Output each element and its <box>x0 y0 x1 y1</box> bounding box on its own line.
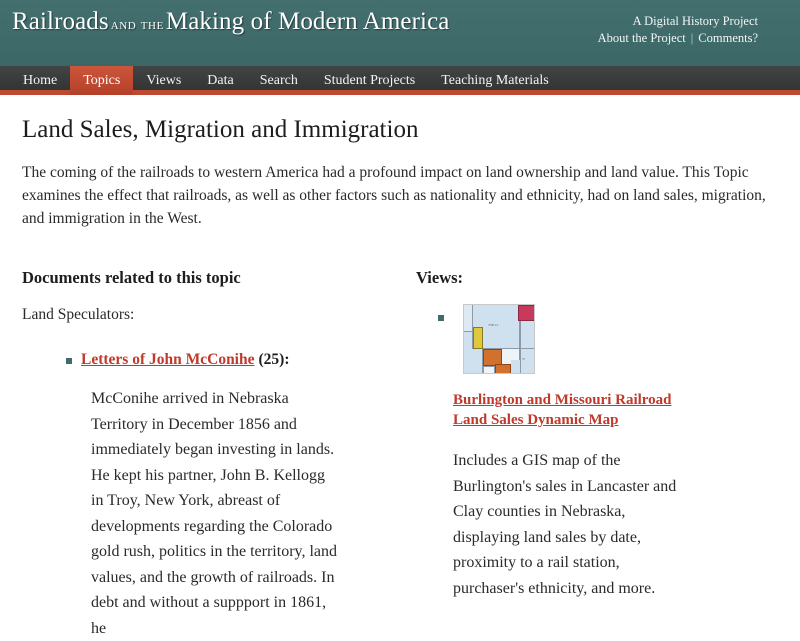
map-parcel-yellow <box>473 327 483 349</box>
comments-link[interactable]: Comments? <box>698 31 758 45</box>
masthead-right-block <box>598 13 758 47</box>
map-parcel <box>511 360 520 374</box>
nav-link-search[interactable]: Search <box>259 72 298 88</box>
nav-item-teaching-materials[interactable] <box>428 66 561 95</box>
masthead-links <box>598 30 758 47</box>
nav-item-data[interactable] <box>194 66 246 95</box>
page-title: Land Sales, Migration and Immigration <box>22 116 419 143</box>
document-count-badge: (25): <box>258 351 290 368</box>
map-parcel-crimson <box>518 305 535 321</box>
page-content <box>0 95 800 641</box>
document-description: McConihe arrived in Nebraska Territory in December 1856 and immediately began investing in lands. He kept his partner, John B. Kellogg in Troy, New York, abreast of developments regarding the Colorado gold rush, politics in the territory, land values, and the growth of railroads. In debt and without a suppport in 1861, he <box>91 390 338 637</box>
nav-item-views[interactable] <box>133 66 194 95</box>
nav-link-home[interactable]: Home <box>23 72 58 88</box>
map-parcel-orange <box>495 364 511 374</box>
map-parcel <box>483 366 495 374</box>
documents-subheading: Land Speculators: <box>22 306 135 323</box>
nav-list <box>10 66 800 95</box>
content-columns <box>22 268 778 641</box>
map-parcel <box>464 331 473 349</box>
map-parcel <box>464 305 473 331</box>
nav-link-teaching-materials[interactable]: Teaching Materials <box>441 72 549 88</box>
view-link-burlington-missouri-land-sales-map[interactable]: Burlington and Missouri Railroad Land Sales Dynamic Map <box>453 392 672 428</box>
main-navigation <box>0 66 800 95</box>
map-parcel-label: 37 <box>522 357 525 361</box>
nav-item-topics[interactable] <box>70 66 133 95</box>
list-item <box>438 304 778 601</box>
map-parcel <box>483 305 520 349</box>
site-tagline: A Digital History Project <box>632 14 758 28</box>
map-parcel <box>520 321 535 349</box>
map-parcel-label: 3708 14 <box>488 323 498 327</box>
about-the-project-link[interactable]: About the Project <box>597 31 686 45</box>
page-intro-paragraph: The coming of the railroads to western America had a profound impact on land ownership and land value. This Topic examines the effect that railroads, as well as other factors such as nationality and ethnicity, had on land sales, migration, and immigration in the West. <box>22 164 766 227</box>
map-parcel <box>464 349 483 374</box>
nav-link-data[interactable]: Data <box>207 72 234 88</box>
views-column <box>394 268 778 641</box>
document-link-letters-of-john-mcconihe[interactable]: Letters of John McConihe <box>81 351 255 368</box>
documents-column <box>22 268 394 641</box>
land-parcel-map-thumbnail[interactable] <box>463 304 535 374</box>
nav-item-home[interactable] <box>10 66 70 95</box>
views-list <box>416 304 778 601</box>
nav-link-views[interactable]: Views <box>146 72 182 88</box>
map-parcel <box>520 349 535 374</box>
documents-heading: Documents related to this topic <box>22 268 241 287</box>
site-title-andthe: and the <box>110 17 164 33</box>
list-item <box>66 351 394 641</box>
site-masthead <box>0 0 800 66</box>
site-title-part1: Railroads <box>12 8 109 35</box>
views-heading: Views: <box>416 268 464 287</box>
site-title-part2: Making of Modern America <box>165 8 450 35</box>
nav-item-search[interactable] <box>247 66 311 95</box>
view-description: Includes a GIS map of the Burlington's sales in Lancaster and Clay counties in Nebraska, displaying land sales by date, proximity to a rail station, purchaser's ethnicity, and more. <box>453 452 677 597</box>
nav-link-topics[interactable]: Topics <box>70 66 133 95</box>
masthead-link-separator: | <box>690 31 694 45</box>
site-title <box>12 7 449 40</box>
documents-list <box>22 351 394 641</box>
nav-link-student-projects[interactable]: Student Projects <box>323 72 416 88</box>
nav-item-student-projects[interactable] <box>311 66 428 95</box>
